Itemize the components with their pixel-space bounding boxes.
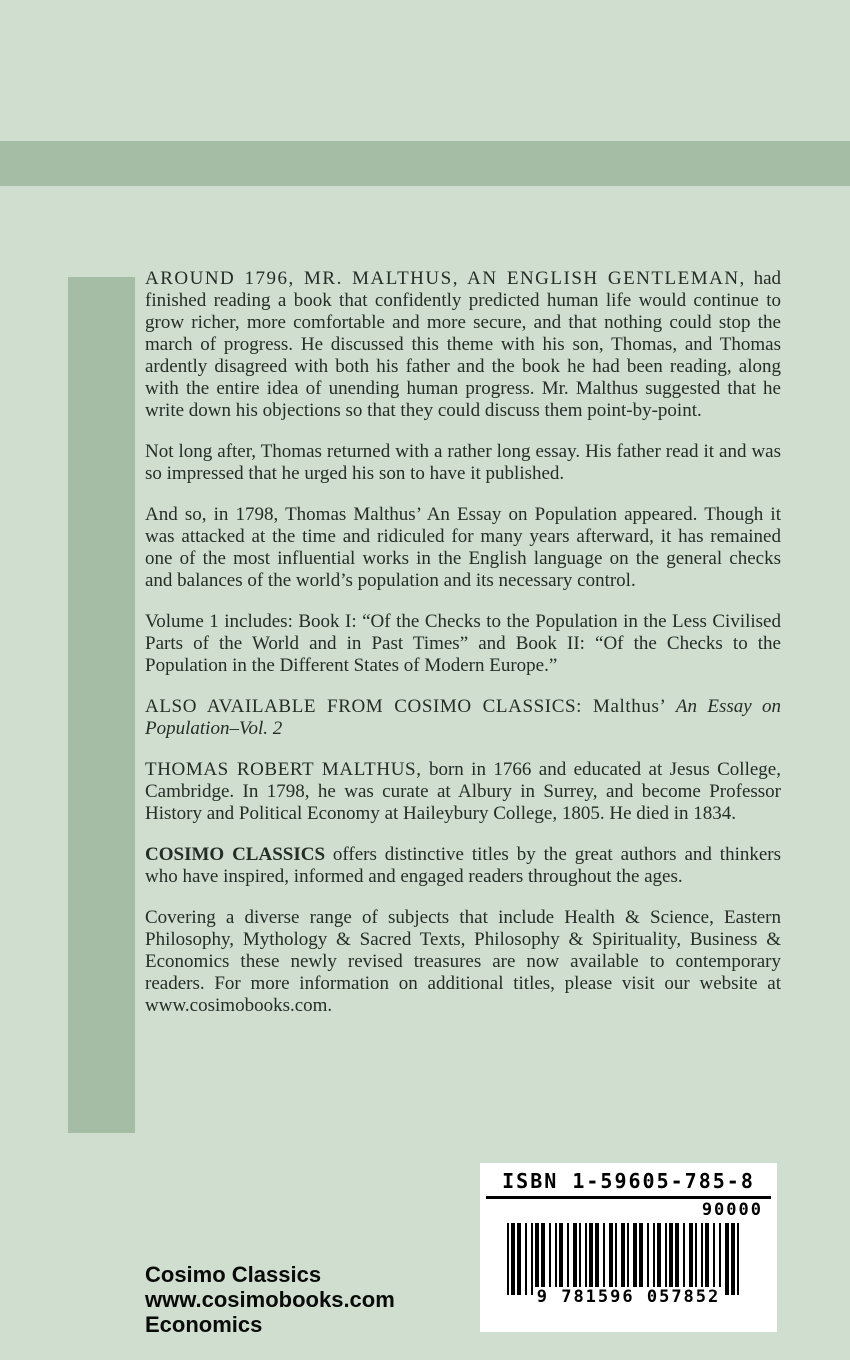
paragraph-text: Not long after, Thomas returned with a rather long essay. His father read it and was so impressed that he urged his son to have it published. [145,441,781,484]
ean-number: 9 781596 057852 [533,1287,725,1307]
blurb-paragraph-5 [145,696,781,740]
paragraph-text: offers distinctive titles by the great authors and thinkers who have inspired, informed and engaged readers throughout the ages. [145,844,781,887]
publisher-block [145,1262,395,1337]
paragraph-text: Covering a diverse range of subjects that include Health & Science, Eastern Philosophy, Mythology & Sacred Texts, Philosophy & Spirituality, Business & Economics these newly revised treasures are now available to contemporary readers. For more information on additional titles, please visit our website at www.cosimobooks.com. [145,907,781,1016]
paragraph-text: born in 1766 and educated at Jesus College, Cambridge. In 1798, he was curate at Albury in Surrey, and become Professor History and Political Economy at Haileybury College, 1805. He died in 1834. [145,759,781,824]
paragraph-lead-caps: ALSO AVAILABLE FROM COSIMO CLASSICS: Malthus’ [145,696,676,717]
publisher-category: Economics [145,1312,263,1337]
ean-row [480,1287,777,1307]
blurb-paragraph-3 [145,504,781,592]
blurb-paragraph-6 [145,759,781,825]
paragraph-text: had finished reading a book that confidently predicted human life would continue to grow richer, more comfortable and more secure, and that nothing could stop the march of progress. He discussed this theme with his son, Thomas, and Thomas ardently disagreed with both his father and the book he had been reading, along with the entire idea of unending human progress. Mr. Malthus suggested that he write down his objections so that they could discuss them point-by-point. [145,268,781,421]
isbn-rule [486,1196,771,1199]
publisher-website: www.cosimobooks.com [145,1287,395,1312]
blurb-paragraph-8 [145,907,781,1017]
paragraph-lead-caps: AROUND 1796, MR. MALTHUS, AN ENGLISH GENTLEMAN, [145,268,746,289]
barcode-panel [480,1163,777,1332]
top-band [0,141,850,186]
book-title-italic: An Essay on Population–Vol. 2 [145,696,782,739]
price-code: 90000 [701,1200,763,1220]
blurb-text [145,268,781,1036]
blurb-paragraph-2 [145,441,781,485]
paragraph-lead-bold: COSIMO CLASSICS [145,844,326,865]
barcode-bars [507,1223,751,1295]
blurb-paragraph-4 [145,611,781,677]
blurb-paragraph-7 [145,844,781,888]
left-stripe [68,277,135,1133]
isbn-label: ISBN 1-59605-785-8 [502,1169,755,1193]
publisher-name: Cosimo Classics [145,1262,322,1287]
blurb-paragraph-1 [145,268,781,422]
paragraph-lead-caps: THOMAS ROBERT MALTHUS, [145,759,422,780]
paragraph-text: Volume 1 includes: Book I: “Of the Checks to the Population in the Less Civilised Parts of the World and in Past Times” and Book II: “Of the Checks to the Population in the Different States of Modern Europe.” [145,611,781,676]
paragraph-text: And so, in 1798, Thomas Malthus’ An Essay on Population appeared. Though it was attacked at the time and ridiculed for many years afterward, it has remained one of the most influential works in the English language on the general checks and balances of the world’s population and its necessary control. [145,504,781,591]
